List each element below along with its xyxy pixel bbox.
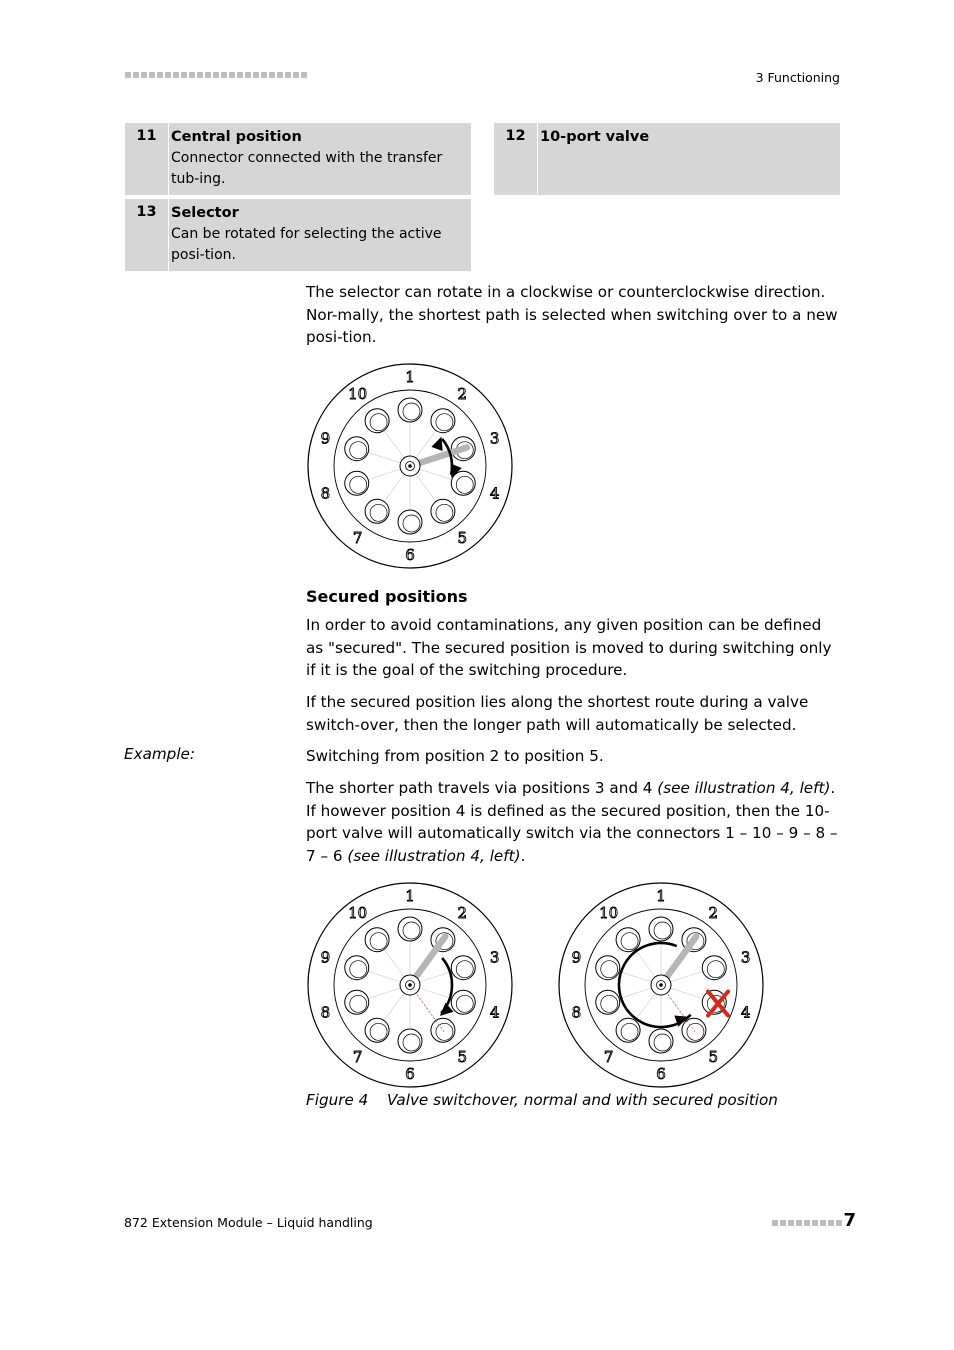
- port-2: [431, 409, 455, 433]
- port-1: [398, 917, 422, 941]
- legend-item-11: [125, 123, 471, 195]
- port-5: [431, 499, 455, 523]
- legend-title: Selector: [171, 205, 239, 221]
- port-8: [345, 471, 369, 495]
- example-label: Example:: [124, 745, 196, 763]
- port-label: 10: [348, 384, 368, 403]
- figure-label: Figure 4: [306, 1091, 369, 1109]
- port-1: [649, 917, 673, 941]
- text-run: The shorter path travels via positions 3 and 4: [306, 779, 658, 797]
- page-number: 7: [843, 1210, 856, 1231]
- port-label: 3: [489, 948, 500, 967]
- port-label: 5: [457, 529, 468, 548]
- text-run: . If however position 4 is defined as the secured position, then the 10-port valve will automatically switch via the connectors 1 – 10 – 9 – 8 – 7 – 6: [306, 779, 838, 865]
- text-run: .: [520, 846, 526, 865]
- legend-item-13: [125, 199, 471, 271]
- legend-item-12: [494, 123, 840, 195]
- port-label: 9: [571, 948, 582, 967]
- central-dot: [408, 983, 412, 987]
- section-heading-secured-positions: Secured positions: [306, 587, 468, 606]
- figure-caption: [306, 1091, 778, 1109]
- legend-title: Central position: [171, 129, 302, 145]
- central-dot: [659, 983, 663, 987]
- port-1: [398, 398, 422, 422]
- port-7: [365, 499, 389, 523]
- port-8: [345, 990, 369, 1014]
- valve-diagram-normal: [304, 879, 516, 1091]
- port-6: [398, 1029, 422, 1053]
- port-10: [365, 409, 389, 433]
- port-label: 4: [489, 484, 500, 503]
- port-label: 6: [405, 546, 415, 564]
- port-label: 1: [405, 887, 415, 905]
- legend-description: Connector connected with the transfer tub-ing.: [171, 150, 443, 187]
- port-6: [398, 510, 422, 534]
- legend-number: 12: [494, 123, 538, 195]
- port-label: 6: [405, 1065, 415, 1083]
- port-label: 2: [708, 903, 719, 922]
- port-label: 10: [599, 903, 619, 922]
- secured-paragraph-2: If the secured position lies along the shortest route during a valve switch-over, then the longer path will automatically be selected.: [306, 693, 809, 734]
- port-7: [616, 1018, 640, 1042]
- port-label: 5: [457, 1048, 468, 1067]
- port-6: [649, 1029, 673, 1053]
- central-dot: [408, 464, 412, 468]
- port-label: 3: [489, 429, 500, 448]
- example-paragraph-2: [306, 777, 838, 867]
- legend-title: 10-port valve: [540, 129, 650, 145]
- port-10: [365, 928, 389, 952]
- port-label: 7: [352, 1048, 363, 1067]
- port-7: [365, 1018, 389, 1042]
- legend-number: 11: [125, 123, 169, 195]
- legend-number: 13: [125, 199, 169, 271]
- secured-paragraph-1: In order to avoid contaminations, any given position can be defined as "secured". The secured position is moved to during switching only if it is the goal of the switching procedure.: [306, 616, 832, 679]
- port-label: 8: [320, 484, 331, 503]
- port-5: [682, 1018, 706, 1042]
- port-label: 7: [603, 1048, 614, 1067]
- footer-document-title: 872 Extension Module – Liquid handling: [124, 1215, 373, 1230]
- valve-diagram-rotation: [304, 360, 516, 572]
- port-10: [616, 928, 640, 952]
- cross-reference-link[interactable]: (see illustration 4, left): [657, 779, 831, 797]
- port-5: [431, 1018, 455, 1042]
- port-9: [596, 956, 620, 980]
- cross-reference-link[interactable]: (see illustration 4, left): [347, 846, 521, 865]
- port-4: [451, 990, 475, 1014]
- header-dotted-rule: [125, 70, 309, 80]
- port-3: [451, 956, 475, 980]
- port-label: 2: [457, 384, 468, 403]
- legend-description: Can be rotated for selecting the active posi-tion.: [171, 226, 442, 263]
- example-paragraph-1: Switching from position 2 to position 5.: [306, 747, 604, 765]
- port-label: 10: [348, 903, 368, 922]
- port-8: [596, 990, 620, 1014]
- port-label: 6: [656, 1065, 666, 1083]
- port-label: 4: [489, 1003, 500, 1022]
- footer-page-block: [740, 1210, 856, 1234]
- port-label: 1: [656, 887, 666, 905]
- port-label: 9: [320, 429, 331, 448]
- port-label: 4: [740, 1003, 751, 1022]
- port-label: 3: [740, 948, 751, 967]
- header-section-title: 3 Functioning: [755, 70, 840, 85]
- port-label: 7: [352, 529, 363, 548]
- intro-paragraph: The selector can rotate in a clockwise or counterclockwise direction. Nor-mally, the shortest path is selected when switching over to a new posi-tion.: [306, 283, 838, 346]
- port-label: 8: [571, 1003, 582, 1022]
- port-9: [345, 437, 369, 461]
- port-label: 2: [457, 903, 468, 922]
- footer-dotted-rule: [772, 1218, 842, 1228]
- valve-diagram-secured: [555, 879, 767, 1091]
- port-label: 8: [320, 1003, 331, 1022]
- port-label: 9: [320, 948, 331, 967]
- port-label: 1: [405, 368, 415, 386]
- port-9: [345, 956, 369, 980]
- figure-caption-text: Valve switchover, normal and with secured position: [387, 1091, 778, 1109]
- port-3: [702, 956, 726, 980]
- port-label: 5: [708, 1048, 719, 1067]
- port-4: [451, 471, 475, 495]
